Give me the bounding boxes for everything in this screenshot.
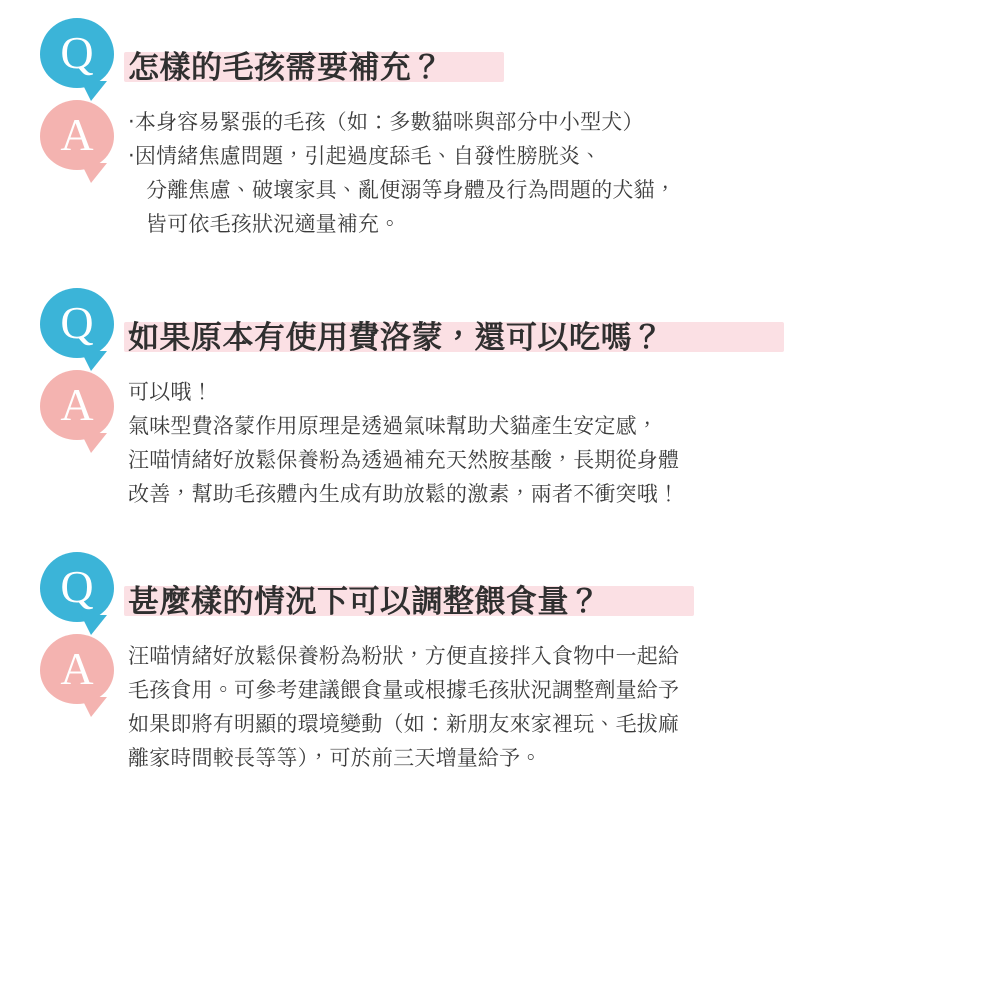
answer-line: 汪喵情緒好放鬆保養粉為粉狀，方便直接拌入食物中一起給 — [128, 645, 680, 669]
answer-row-3 — [40, 634, 960, 776]
answer-line: 可以哦！ — [128, 381, 213, 405]
question-text-wrap-1 — [128, 42, 443, 87]
question-bubble-icon — [40, 288, 114, 358]
answer-line: 離家時間較長等等），可於前三天增量給予。 — [128, 747, 542, 771]
question-text-wrap-2 — [128, 312, 664, 357]
answer-line: 毛孩食用。可參考建議餵食量或根據毛孩狀況調整劑量給予 — [128, 679, 680, 703]
answer-line: 皆可依毛孩狀況適量補充。 — [146, 213, 401, 237]
answer-line: 氣味型費洛蒙作用原理是透過氣味幫助犬貓產生安定感， — [128, 415, 658, 439]
answer-row-2 — [40, 370, 960, 512]
section-spacer — [40, 242, 960, 288]
answer-bubble-icon — [40, 100, 114, 170]
section-spacer — [40, 512, 960, 552]
answer-text-1 — [128, 106, 676, 242]
question-mark-label: Q — [60, 27, 94, 78]
question-mark-label: Q — [60, 297, 94, 349]
question-text-2: 如果原本有使用費洛蒙，還可以吃嗎？ — [128, 320, 664, 356]
question-bubble-icon — [40, 18, 114, 88]
answer-text-2 — [128, 376, 679, 512]
answer-line: 如果即將有明顯的環境變動（如：新朋友來家裡玩、毛拔麻 — [128, 713, 680, 737]
question-row-1 — [40, 18, 960, 88]
answer-line: 汪喵情緒好放鬆保養粉為透過補充天然胺基酸，長期從身體 — [128, 449, 680, 473]
answer-bubble-icon — [40, 370, 114, 440]
answer-line: ‧本身容易緊張的毛孩（如：多數貓咪與部分中小型犬） — [128, 111, 644, 134]
answer-row-1 — [40, 100, 960, 242]
question-bubble-icon — [40, 552, 114, 622]
question-row-2 — [40, 288, 960, 358]
faq-item-1 — [40, 18, 960, 242]
question-mark-label: Q — [60, 561, 94, 613]
faq-item-3 — [40, 552, 960, 776]
answer-text-3 — [128, 640, 679, 776]
question-row-3 — [40, 552, 960, 622]
question-text-wrap-3 — [128, 576, 601, 621]
question-text-1: 怎樣的毛孩需要補充？ — [128, 50, 443, 85]
answer-bubble-icon — [40, 634, 114, 704]
answer-mark-label: A — [60, 643, 94, 695]
answer-mark-label: A — [60, 109, 94, 160]
answer-mark-label: A — [60, 379, 94, 431]
answer-line: 分離焦慮、破壞家具、亂便溺等身體及行為問題的犬貓， — [146, 179, 676, 203]
faq-item-2 — [40, 288, 960, 512]
answer-line: 改善，幫助毛孩體內生成有助放鬆的激素，兩者不衝突哦！ — [128, 483, 680, 507]
answer-line: ‧因情緒焦慮問題，引起過度舔毛、自發性膀胱炎、 — [128, 145, 602, 169]
question-text-3: 甚麼樣的情況下可以調整餵食量？ — [128, 584, 601, 620]
